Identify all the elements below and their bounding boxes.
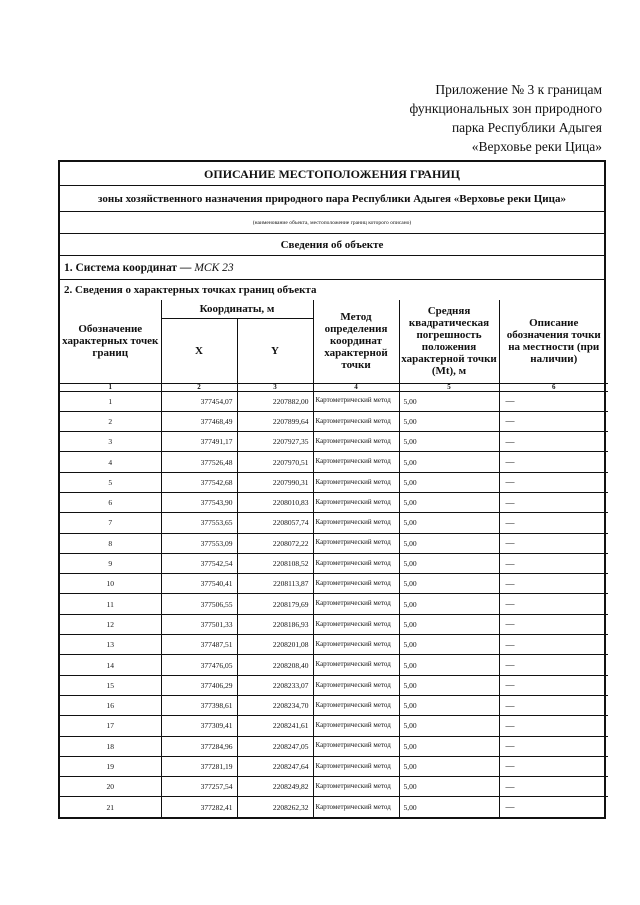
cell-coord-x: 377284,96 [161, 736, 237, 756]
cell-point-number: 21 [60, 797, 161, 817]
cell-accuracy: 5,00 [399, 452, 499, 472]
cell-coord-x: 377540,41 [161, 574, 237, 594]
cell-point-number: 12 [60, 614, 161, 634]
table-row [60, 391, 608, 411]
column-number: 4 [313, 383, 399, 391]
cell-coord-x: 377398,61 [161, 695, 237, 715]
boundary-description-form [58, 160, 606, 819]
cell-point-number: 8 [60, 533, 161, 553]
cell-accuracy: 5,00 [399, 594, 499, 614]
cell-coord-y: 2208234,70 [237, 695, 313, 715]
column-header-description: Описание обозначения точки на местности (при наличии) [499, 300, 608, 383]
cell-coord-y: 2208249,82 [237, 777, 313, 797]
cell-point-number: 14 [60, 655, 161, 675]
cell-method: Картометрический метод [313, 574, 399, 594]
cell-accuracy: 5,00 [399, 432, 499, 452]
column-header-coordinates: Координаты, м [161, 300, 313, 318]
cell-description: — [499, 553, 608, 573]
cell-point-number: 3 [60, 432, 161, 452]
cell-description: — [499, 452, 608, 472]
cell-accuracy: 5,00 [399, 533, 499, 553]
cell-coord-y: 2207990,31 [237, 472, 313, 492]
table-row [60, 695, 608, 715]
cell-coord-y: 2207899,64 [237, 411, 313, 431]
cell-description: — [499, 716, 608, 736]
cell-point-number: 18 [60, 736, 161, 756]
cell-point-number: 15 [60, 675, 161, 695]
column-header-error: Средняя квадратическая погрешность положения характерной точки (Mt), м [399, 300, 499, 383]
boundary-points-body [60, 383, 608, 817]
cell-method: Картометрический метод [313, 513, 399, 533]
cell-coord-x: 377542,68 [161, 472, 237, 492]
table-row [60, 756, 608, 776]
coordinate-system-label: 1. Система координат — [64, 262, 192, 274]
cell-coord-x: 377281,19 [161, 756, 237, 776]
cell-method: Картометрический метод [313, 432, 399, 452]
cell-description: — [499, 777, 608, 797]
cell-accuracy: 5,00 [399, 472, 499, 492]
cell-method: Картометрический метод [313, 736, 399, 756]
table-row [60, 533, 608, 553]
cell-accuracy: 5,00 [399, 675, 499, 695]
table-row [60, 432, 608, 452]
cell-method: Картометрический метод [313, 452, 399, 472]
cell-point-number: 6 [60, 492, 161, 512]
column-number: 6 [499, 383, 608, 391]
cell-description: — [499, 492, 608, 512]
cell-coord-y: 2208262,32 [237, 797, 313, 817]
cell-point-number: 17 [60, 716, 161, 736]
cell-coord-y: 2208208,40 [237, 655, 313, 675]
column-header-point: Обозначение характерных точек границ [60, 300, 161, 383]
cell-method: Картометрический метод [313, 777, 399, 797]
cell-coord-y: 2208247,05 [237, 736, 313, 756]
cell-coord-y: 2208072,22 [237, 533, 313, 553]
table-row [60, 655, 608, 675]
cell-description: — [499, 574, 608, 594]
cell-point-number: 2 [60, 411, 161, 431]
cell-description: — [499, 614, 608, 634]
cell-method: Картометрический метод [313, 695, 399, 715]
cell-method: Картометрический метод [313, 797, 399, 817]
cell-description: — [499, 675, 608, 695]
cell-point-number: 20 [60, 777, 161, 797]
cell-coord-y: 2208057,74 [237, 513, 313, 533]
points-heading: 2. Сведения о характерных точках границ объекта [64, 284, 317, 296]
cell-method: Картометрический метод [313, 472, 399, 492]
column-header-y: Y [237, 318, 313, 383]
cell-coord-y: 2208113,87 [237, 574, 313, 594]
cell-coord-x: 377476,05 [161, 655, 237, 675]
appendix-line: Приложение № 3 к границам [435, 82, 602, 97]
cell-coord-y: 2207927,35 [237, 432, 313, 452]
cell-coord-y: 2208247,64 [237, 756, 313, 776]
cell-method: Картометрический метод [313, 533, 399, 553]
cell-description: — [499, 533, 608, 553]
table-row [60, 411, 608, 431]
table-row [60, 472, 608, 492]
cell-coord-y: 2207970,51 [237, 452, 313, 472]
cell-coord-x: 377553,65 [161, 513, 237, 533]
cell-coord-x: 377553,09 [161, 533, 237, 553]
appendix-line: «Верховье реки Цица» [471, 139, 602, 154]
column-number: 5 [399, 383, 499, 391]
cell-coord-x: 377542,54 [161, 553, 237, 573]
table-row [60, 553, 608, 573]
zone-name-caption: (наименование объекта, местоположение границ которого описано) [60, 212, 604, 234]
cell-coord-y: 2208233,07 [237, 675, 313, 695]
cell-method: Картометрический метод [313, 655, 399, 675]
cell-method: Картометрический метод [313, 411, 399, 431]
table-row [60, 777, 608, 797]
cell-accuracy: 5,00 [399, 513, 499, 533]
cell-description: — [499, 635, 608, 655]
cell-method: Картометрический метод [313, 614, 399, 634]
cell-coord-x: 377526,48 [161, 452, 237, 472]
cell-accuracy: 5,00 [399, 797, 499, 817]
cell-description: — [499, 695, 608, 715]
cell-point-number: 4 [60, 452, 161, 472]
object-info-heading: Сведения об объекте [60, 234, 604, 256]
cell-coord-y: 2208179,69 [237, 594, 313, 614]
cell-accuracy: 5,00 [399, 553, 499, 573]
appendix-line: функциональных зон природного [409, 101, 602, 116]
table-row [60, 614, 608, 634]
column-number: 1 [60, 383, 161, 391]
coordinate-system-value: МСК 23 [194, 262, 234, 274]
cell-method: Картометрический метод [313, 716, 399, 736]
table-row [60, 452, 608, 472]
cell-point-number: 10 [60, 574, 161, 594]
appendix-note [302, 80, 602, 156]
table-row [60, 797, 608, 817]
column-number: 2 [161, 383, 237, 391]
cell-description: — [499, 432, 608, 452]
cell-method: Картометрический метод [313, 553, 399, 573]
cell-point-number: 16 [60, 695, 161, 715]
cell-coord-x: 377406,29 [161, 675, 237, 695]
cell-method: Картометрический метод [313, 675, 399, 695]
cell-description: — [499, 655, 608, 675]
cell-description: — [499, 736, 608, 756]
column-header-x: X [161, 318, 237, 383]
cell-accuracy: 5,00 [399, 756, 499, 776]
cell-point-number: 7 [60, 513, 161, 533]
cell-accuracy: 5,00 [399, 614, 499, 634]
cell-coord-x: 377454,07 [161, 391, 237, 411]
cell-coord-x: 377543,90 [161, 492, 237, 512]
table-row [60, 594, 608, 614]
boundary-points-table [60, 300, 608, 817]
table-row [60, 492, 608, 512]
coordinate-system [60, 256, 604, 280]
cell-accuracy: 5,00 [399, 391, 499, 411]
table-row [60, 675, 608, 695]
cell-method: Картометрический метод [313, 635, 399, 655]
cell-description: — [499, 513, 608, 533]
cell-coord-y: 2208201,08 [237, 635, 313, 655]
cell-coord-x: 377309,41 [161, 716, 237, 736]
table-row [60, 635, 608, 655]
cell-accuracy: 5,00 [399, 635, 499, 655]
cell-point-number: 19 [60, 756, 161, 776]
cell-point-number: 9 [60, 553, 161, 573]
table-row [60, 716, 608, 736]
cell-description: — [499, 594, 608, 614]
cell-point-number: 1 [60, 391, 161, 411]
cell-method: Картометрический метод [313, 756, 399, 776]
zone-name: зоны хозяйственного назначения природного пара Республики Адыгея «Верховье реки Цица» [60, 186, 604, 212]
table-row [60, 513, 608, 533]
cell-point-number: 11 [60, 594, 161, 614]
cell-accuracy: 5,00 [399, 411, 499, 431]
table-row [60, 574, 608, 594]
cell-point-number: 13 [60, 635, 161, 655]
cell-point-number: 5 [60, 472, 161, 492]
cell-accuracy: 5,00 [399, 777, 499, 797]
cell-method: Картометрический метод [313, 594, 399, 614]
cell-coord-x: 377282,41 [161, 797, 237, 817]
cell-description: — [499, 756, 608, 776]
cell-coord-y: 2208241,61 [237, 716, 313, 736]
column-number: 3 [237, 383, 313, 391]
cell-description: — [499, 391, 608, 411]
cell-coord-y: 2208186,93 [237, 614, 313, 634]
cell-coord-x: 377468,49 [161, 411, 237, 431]
cell-coord-x: 377501,33 [161, 614, 237, 634]
cell-accuracy: 5,00 [399, 736, 499, 756]
cell-accuracy: 5,00 [399, 716, 499, 736]
cell-accuracy: 5,00 [399, 655, 499, 675]
column-header-method: Метод определения координат характерной точки [313, 300, 399, 383]
table-row [60, 736, 608, 756]
cell-method: Картометрический метод [313, 391, 399, 411]
cell-coord-x: 377506,55 [161, 594, 237, 614]
cell-coord-y: 2208010,83 [237, 492, 313, 512]
cell-description: — [499, 411, 608, 431]
cell-method: Картометрический метод [313, 492, 399, 512]
cell-coord-x: 377257,54 [161, 777, 237, 797]
cell-accuracy: 5,00 [399, 574, 499, 594]
cell-accuracy: 5,00 [399, 492, 499, 512]
cell-accuracy: 5,00 [399, 695, 499, 715]
cell-coord-x: 377487,51 [161, 635, 237, 655]
appendix-line: парка Республики Адыгея [451, 120, 602, 135]
cell-coord-y: 2207882,00 [237, 391, 313, 411]
form-title: ОПИСАНИЕ МЕСТОПОЛОЖЕНИЯ ГРАНИЦ [60, 162, 604, 186]
cell-description: — [499, 797, 608, 817]
column-number-row [60, 383, 608, 391]
cell-coord-y: 2208108,52 [237, 553, 313, 573]
cell-coord-x: 377491,17 [161, 432, 237, 452]
cell-description: — [499, 472, 608, 492]
